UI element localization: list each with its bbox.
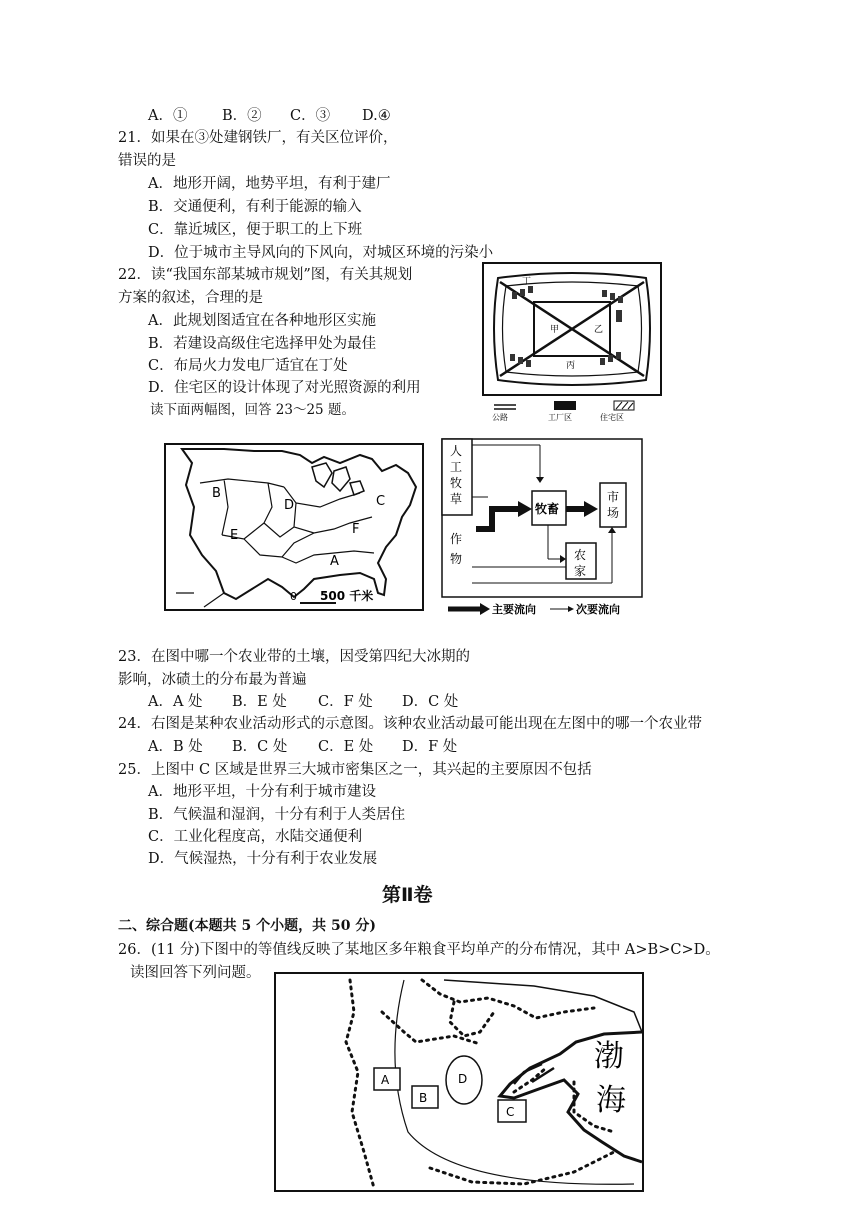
map-letter-d: D: [284, 498, 295, 513]
flow-market-2: 场: [607, 506, 620, 520]
isoline-label-d: D: [458, 1072, 468, 1086]
sea-label-1: 渤: [594, 1039, 624, 1074]
q24-stem: 24．右图是某种农业活动形式的示意图。该种农业活动最可能出现在左图中的哪一个农业带: [118, 716, 702, 732]
q26-stem-line1: 26．(11 分)下图中的等值线反映了某地区多年粮食平均单产的分布情况，其中 A>B>C>D。: [118, 942, 720, 958]
isoline-label-c: C: [506, 1105, 515, 1119]
map-letter-e: E: [230, 528, 239, 543]
q25-option-d: D．气候湿热，十分有利于农业发展: [148, 851, 378, 867]
flow-grass-4: 草: [450, 492, 463, 506]
sea-label-2: 海: [596, 1083, 626, 1118]
section-title: 第Ⅱ卷: [382, 884, 433, 906]
city-label-bing: 丙: [566, 361, 576, 371]
q25-stem: 25．上图中 C 区域是世界三大城市密集区之一，其兴起的主要原因不包括: [118, 762, 592, 778]
legend-factory: 工厂区: [548, 413, 572, 422]
q21-stem-line2: 错误的是: [118, 153, 176, 169]
q22-stem-line2: 方案的叙述，合理的是: [118, 290, 263, 306]
legend-road: 公路: [492, 413, 508, 422]
map-letter-f: F: [352, 522, 360, 537]
flow-livestock: 牧畜: [535, 502, 560, 516]
q24-option-c: C．E 处: [318, 739, 374, 755]
q23-option-d: D．C 处: [402, 694, 459, 710]
q21-option-d: D．位于城市主导风向的下风向，对城区环境的污染小: [148, 245, 494, 261]
flow-grass-1: 人: [450, 444, 463, 458]
q23-stem-line2: 影响，冰碛土的分布最为普遍: [118, 672, 307, 688]
q22-stem-line1: 22．读“我国东部某城市规划”图，有关其规划: [118, 267, 413, 283]
city-label-ding: 丁: [522, 277, 532, 287]
q21-option-a: A．地形开阔，地势平坦，有利于建厂: [148, 176, 391, 192]
q24-option-d: D．F 处: [402, 739, 458, 755]
q25-option-a: A．地形平坦，十分有利于城市建设: [148, 784, 376, 800]
us-agriculture-map: [164, 443, 426, 613]
flow-farm-1: 农: [574, 548, 587, 562]
flow-market-1: 市: [607, 490, 620, 504]
isoline-label-a: A: [381, 1073, 390, 1087]
q26-stem-line2: 读图回答下列问题。: [130, 965, 261, 981]
q20-option-d: D.④: [362, 108, 391, 124]
map-scale-label: 500 千米: [320, 589, 374, 603]
q22-option-b: B．若建设高级住宅选择甲处为最佳: [148, 336, 377, 352]
grain-yield-isoline-map: [274, 972, 646, 1194]
q20-option-a: A．①: [148, 108, 188, 124]
city-plan-figure: [482, 262, 664, 422]
map-letter-b: B: [212, 486, 221, 501]
q24-option-b: B．C 处: [232, 739, 288, 755]
city-label-yi: 乙: [594, 325, 604, 335]
q22-option-a: A．此规划图适宜在各种地形区实施: [148, 313, 376, 329]
intro-23-25: 读下面两幅图，回答 23～25 题。: [150, 402, 355, 418]
q20-options: [148, 106, 391, 126]
flow-legend-main: 主要流向: [492, 603, 536, 616]
q23-option-a: A．A 处: [148, 694, 203, 710]
q24-options: [148, 737, 457, 757]
q21-option-b: B．交通便利，有利于能源的输入: [148, 199, 362, 215]
part2-header: 二、综合题(本题共 5 个小题，共 50 分): [118, 918, 376, 934]
q23-options: [148, 692, 458, 712]
map-letter-a: A: [330, 554, 339, 569]
flow-crop-2: 物: [450, 552, 463, 566]
isoline-label-b: B: [419, 1091, 428, 1105]
q25-option-b: B．气候温和湿润，十分有利于人类居住: [148, 807, 406, 823]
q25-option-c: C．工业化程度高，水陆交通便利: [148, 829, 363, 845]
map-letter-c: C: [376, 494, 386, 509]
map-scale-zero: 0: [290, 590, 297, 603]
q22-option-c: C．布局火力发电厂适宜在丁处: [148, 358, 348, 374]
city-label-jia: 甲: [550, 325, 560, 335]
flow-farm-2: 家: [574, 564, 587, 578]
q20-option-b: B．②: [222, 108, 262, 124]
agriculture-flow-diagram: [440, 437, 646, 619]
q23-option-b: B．E 处: [232, 694, 287, 710]
q23-option-c: C．F 处: [318, 694, 373, 710]
flow-grass-2: 工: [450, 460, 463, 474]
q24-option-a: A．B 处: [148, 739, 203, 755]
q21-stem-line1: 21．如果在③处建钢铁厂，有关区位评价，: [118, 130, 398, 146]
q20-option-c: C．③: [290, 108, 331, 124]
legend-residential: 住宅区: [600, 413, 624, 422]
q21-option-c: C．靠近城区，便于职工的上下班: [148, 222, 363, 238]
flow-crop-1: 作: [450, 532, 463, 546]
flow-legend-secondary: 次要流向: [576, 603, 620, 616]
q23-stem-line1: 23．在图中哪一个农业带的土壤，因受第四纪大冰期的: [118, 649, 470, 665]
flow-grass-3: 牧: [450, 476, 463, 490]
q22-option-d: D．住宅区的设计体现了对光照资源的利用: [148, 380, 421, 396]
